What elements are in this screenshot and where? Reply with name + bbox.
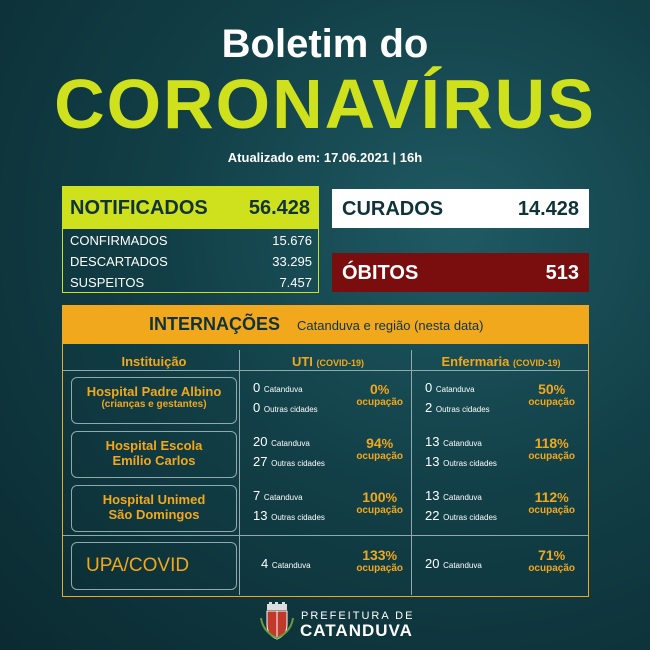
institution-unimed: Hospital Unimed São Domingos <box>71 485 237 532</box>
uti-cell: 20 Catanduva 27 Outras cidades 94% ocupação <box>253 434 403 469</box>
col-header-uti: UTI (COVID-19) <box>291 354 365 369</box>
confirmados-row <box>70 233 312 248</box>
ocupacao-badge: 112% ocupação <box>528 489 575 516</box>
confirmados-value: 15.676 <box>272 233 312 248</box>
ocupacao-badge: 94% ocupação <box>356 435 403 462</box>
notificados-panel <box>62 186 319 293</box>
divider <box>63 370 588 371</box>
ocupacao-badge: 50% ocupação <box>528 381 575 408</box>
divider <box>239 350 240 595</box>
suspeitos-label: SUSPEITOS <box>70 275 145 290</box>
institution-hospital-escola: Hospital Escola Emílio Carlos <box>71 431 237 478</box>
ocupacao-badge: 71% ocupação <box>528 547 575 574</box>
notificados-label: NOTIFICADOS <box>70 197 208 219</box>
curados-label: CURADOS <box>342 198 444 220</box>
descartados-label: DESCARTADOS <box>70 254 168 269</box>
uti-cell: 4 Catanduva 133% ocupação <box>261 547 403 574</box>
obitos-panel <box>332 253 589 292</box>
enfermaria-cell: 0 Catanduva 2 Outras cidades 50% ocupação <box>425 380 575 415</box>
obitos-label: ÓBITOS <box>342 262 419 284</box>
confirmados-label: CONFIRMADOS <box>70 233 168 248</box>
ocupacao-badge: 118% ocupação <box>528 435 575 462</box>
uti-cell: 0 Catanduva 0 Outras cidades 0% ocupação <box>253 380 403 415</box>
ocupacao-badge: 100% ocupação <box>356 489 403 516</box>
descartados-value: 33.295 <box>272 254 312 269</box>
enfermaria-cell: 13 Catanduva 13 Outras cidades 118% ocupação <box>425 434 575 469</box>
suspeitos-row <box>70 275 312 290</box>
obitos-value: 513 <box>545 262 579 284</box>
suspeitos-value: 7.457 <box>279 275 312 290</box>
internacoes-panel <box>62 305 589 597</box>
internacoes-subtitle: Catanduva e região (nesta data) <box>297 318 484 333</box>
internacoes-header <box>63 306 588 344</box>
institution-upa: UPA/COVID <box>71 542 237 590</box>
ocupacao-badge: 0% ocupação <box>356 381 403 408</box>
col-header-enfermaria: Enfermaria (COVID-19) <box>441 354 561 369</box>
uti-cell: 7 Catanduva 13 Outras cidades 100% ocupação <box>253 488 403 523</box>
col-header-instituicao: Instituição <box>121 354 187 369</box>
internacoes-title: INTERNAÇÕES <box>149 314 281 334</box>
enfermaria-cell: 13 Catanduva 22 Outras cidades 112% ocupação <box>425 488 575 523</box>
descartados-row <box>70 254 312 269</box>
divider <box>411 350 412 595</box>
updated-timestamp: Atualizado em: 17.06.2021 | 16h <box>227 150 423 165</box>
footer-city: CATANDUVA <box>300 621 413 640</box>
curados-panel <box>332 189 589 228</box>
ocupacao-badge: 133% ocupação <box>356 547 403 574</box>
curados-value: 14.428 <box>517 198 579 220</box>
institution-padre-albino: Hospital Padre Albino (crianças e gestantes) <box>71 377 237 424</box>
notificados-value: 56.428 <box>248 197 310 219</box>
notificados-header <box>63 187 318 229</box>
city-coat-of-arms-icon <box>257 602 297 642</box>
title-line1: Boletim do <box>221 22 429 66</box>
title-line2: CORONAVÍRUS <box>54 65 596 143</box>
footer-prefeitura: PREFEITURA DE <box>301 610 415 622</box>
enfermaria-cell: 20 Catanduva 71% ocupação <box>425 547 575 574</box>
divider <box>63 535 588 536</box>
